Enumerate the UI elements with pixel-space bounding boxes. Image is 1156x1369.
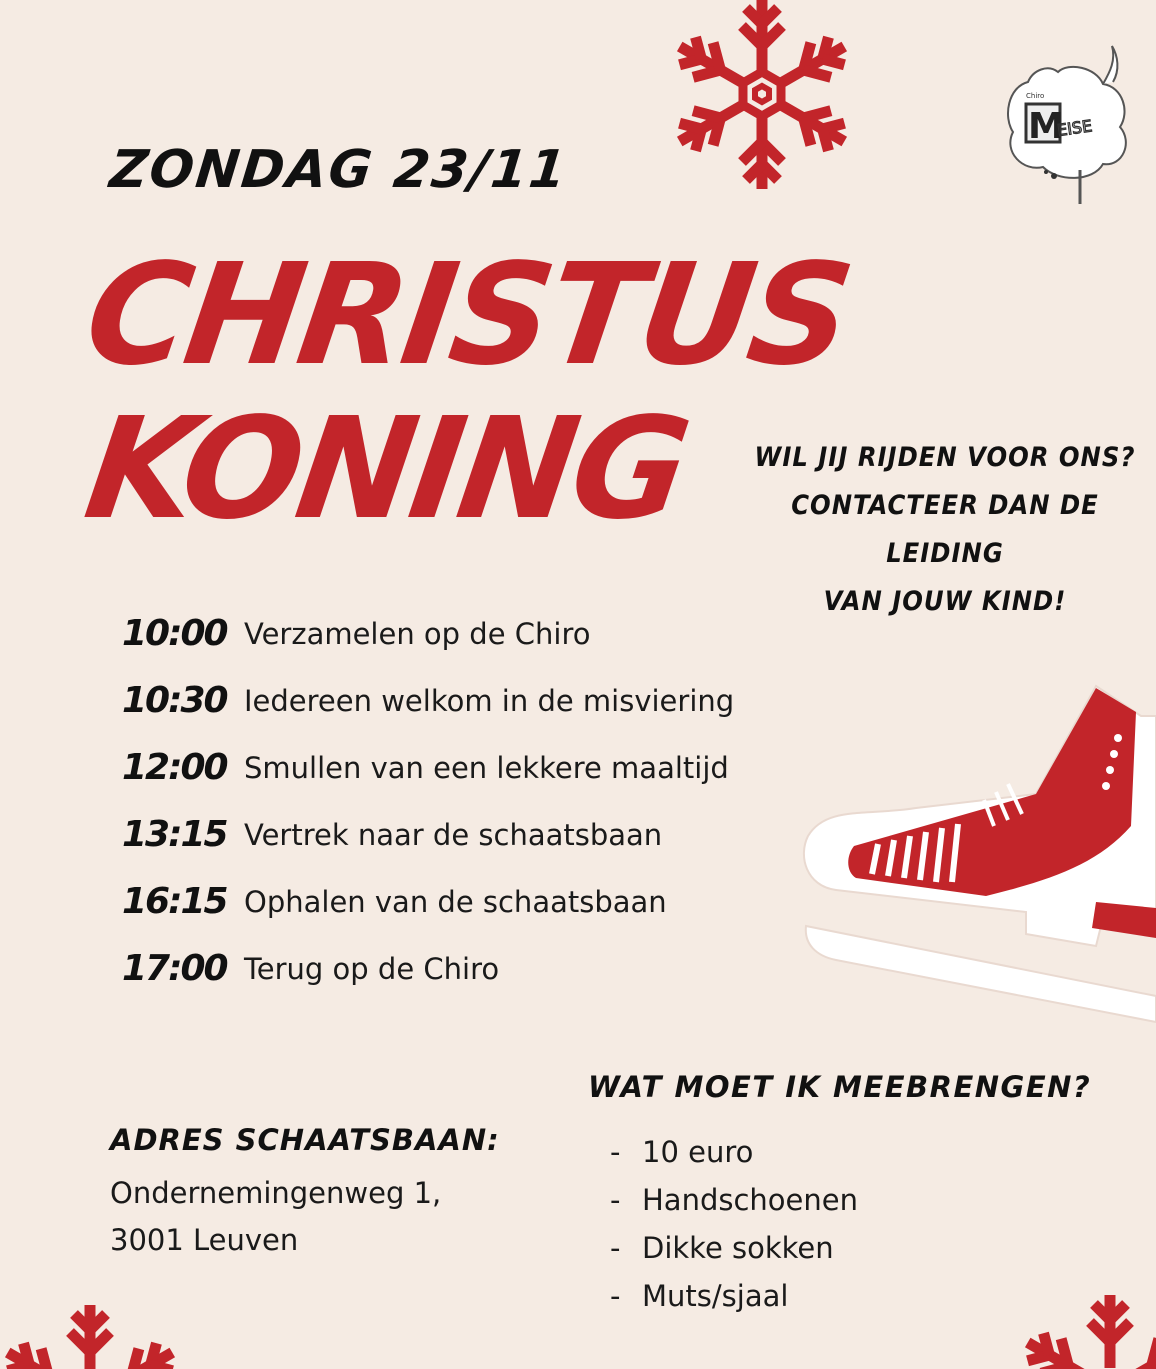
list-item: - Dikke sokken (610, 1231, 834, 1265)
schedule-row (122, 734, 762, 801)
schedule-row (122, 801, 762, 868)
schedule-activity: Ophalen van de schaatsbaan (244, 884, 667, 919)
schedule-activity: Iedereen welkom in de misviering (244, 683, 735, 718)
schedule-row (122, 600, 762, 667)
snowflake-icon (662, 0, 862, 194)
callout-line: CONTACTEER DAN DE LEIDING (791, 490, 1099, 569)
list-item: - Handschoenen (610, 1183, 858, 1217)
schedule-time: 10:00 (122, 613, 227, 654)
schedule-row (122, 935, 762, 1002)
logo-small-text: Chiro (1026, 92, 1045, 100)
schedule-time: 17:00 (122, 948, 227, 989)
list-item: - Muts/sjaal (610, 1279, 789, 1313)
event-date: ZONDAG 23/11 (106, 140, 571, 200)
bring-item: Dikke sokken (642, 1231, 834, 1265)
address-line: Ondernemingenweg 1, (110, 1176, 442, 1210)
svg-text:M: M (1028, 106, 1064, 147)
callout-line: VAN JOUW KIND! (823, 586, 1067, 617)
schedule-list (122, 600, 762, 1002)
bring-list (610, 1128, 858, 1320)
event-title-line-2: KONING (76, 388, 696, 551)
list-item: - 10 euro (610, 1135, 754, 1169)
svg-text:EISE: EISE (1055, 116, 1094, 140)
schedule-time: 12:00 (122, 747, 227, 788)
bring-heading: WAT MOET IK MEEBRENGEN? (588, 1070, 1092, 1104)
snowflake-icon (0, 1300, 190, 1369)
schedule-activity: Terug op de Chiro (244, 951, 500, 986)
schedule-row (122, 868, 762, 935)
bring-item: 10 euro (642, 1135, 754, 1169)
schedule-activity: Smullen van een lekkere maaltijd (244, 750, 729, 785)
schedule-time: 16:15 (122, 881, 227, 922)
schedule-row (122, 667, 762, 734)
schedule-activity: Vertrek naar de schaatsbaan (244, 817, 663, 852)
driver-callout (740, 434, 1150, 626)
event-title-line-1: CHRISTUS (76, 234, 859, 397)
snowflake-icon (1010, 1290, 1156, 1369)
ice-skate-icon (796, 676, 1156, 1036)
chiro-logo (998, 42, 1148, 212)
bring-item: Muts/sjaal (642, 1279, 789, 1313)
callout-line: WIL JIJ RIJDEN VOOR ONS? (754, 442, 1136, 473)
bring-item: Handschoenen (642, 1183, 858, 1217)
address-line: 3001 Leuven (110, 1223, 299, 1257)
schedule-time: 13:15 (122, 814, 227, 855)
address-heading: ADRES SCHAATSBAAN: (110, 1123, 500, 1157)
schedule-activity: Verzamelen op de Chiro (244, 616, 591, 651)
schedule-time: 10:30 (122, 680, 227, 721)
